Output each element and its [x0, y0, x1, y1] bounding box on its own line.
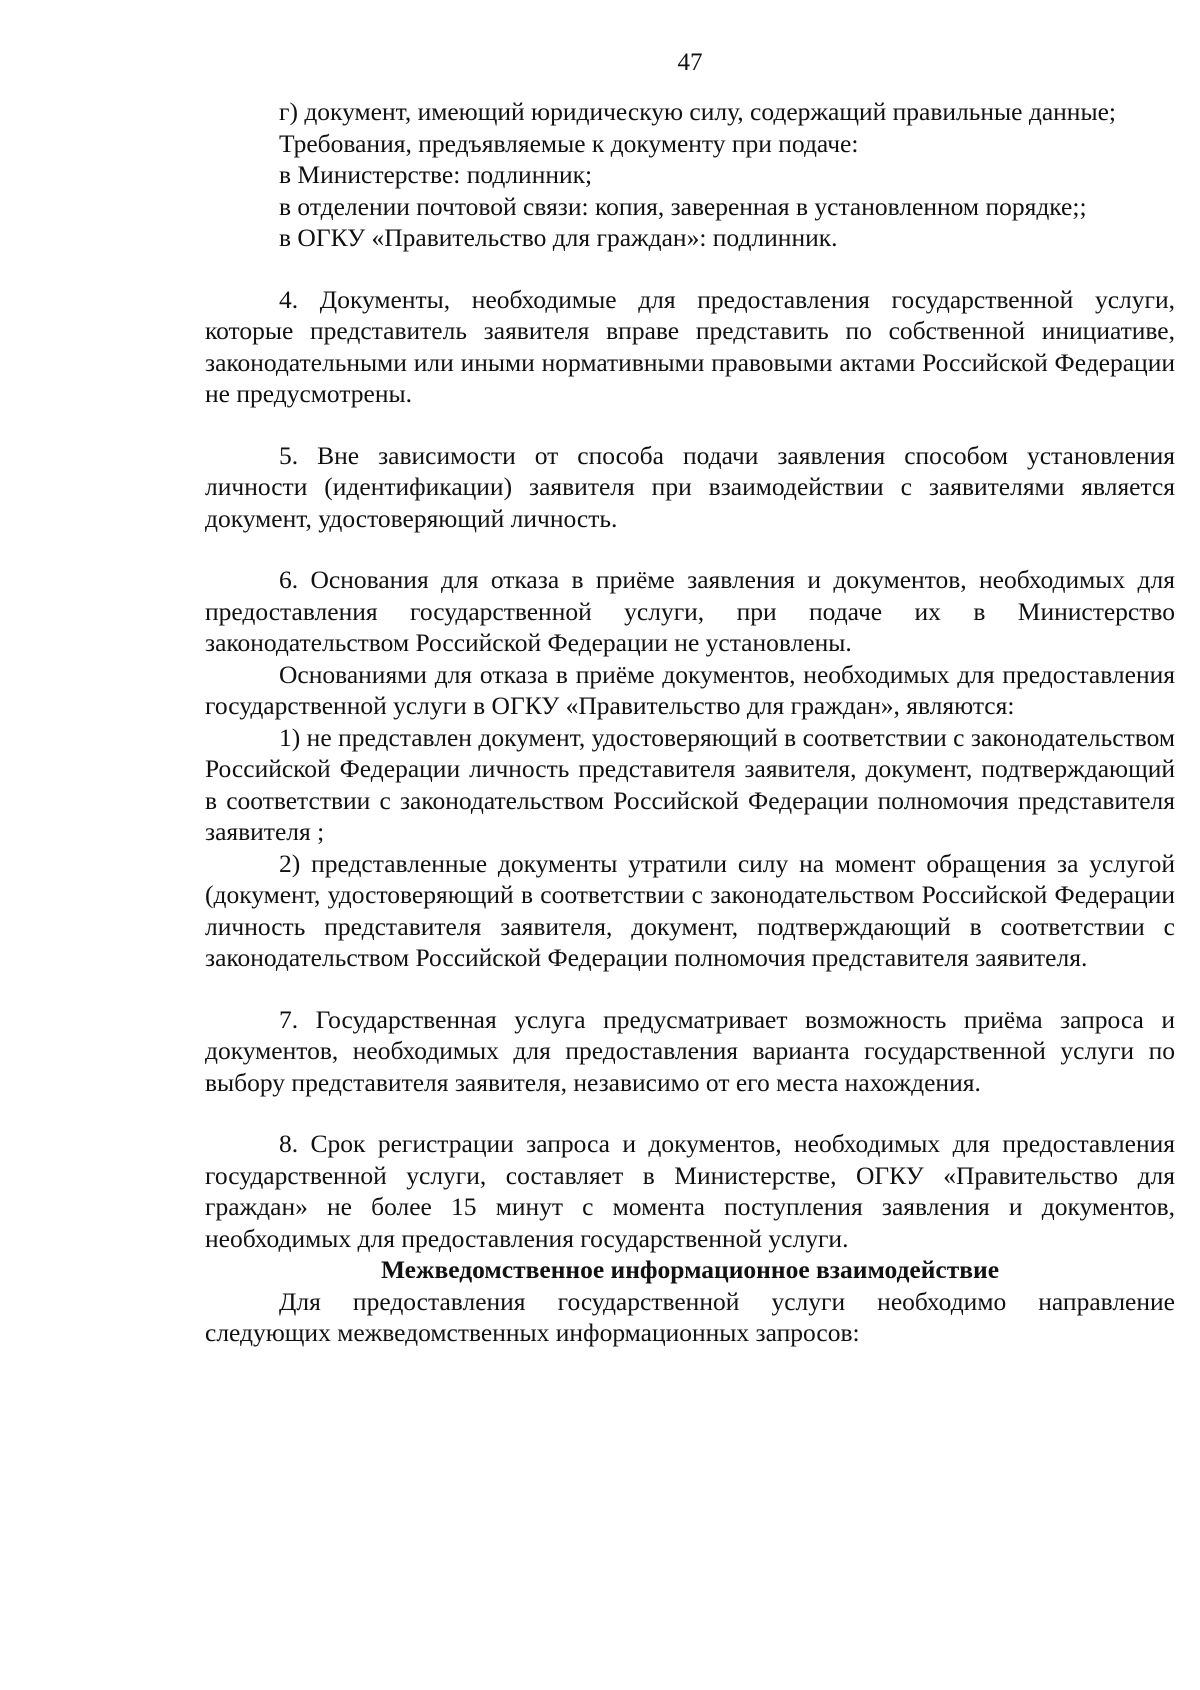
section-4: 4. Документы, необходимые для предоставления государственной услуги, которые представитель заявителя вправе представить по собственной инициативе, законодательными или иными нормативными правовыми актами Российской Федерации не предусмотрены. — [205, 284, 1175, 408]
requirement-ministry: в Министерстве: подлинник; — [279, 160, 593, 189]
section-8: 8. Срок регистрации запроса и документов, необходимых для предоставления государственной услуги, составляет в Министерстве, ОГКУ «Правительство для граждан» не более 15 минут с момента поступления заявления и документов, необходимых для предоставления государственной услуги. — [205, 1129, 1175, 1253]
requirement-post: в отделении почтовой связи: копия, заверенная в установленном порядке;; — [279, 191, 1087, 221]
section-6-ground-1: 1) не представлен документ, удостоверяющий в соответствии с законодательством Российской Федерации личность представителя заявителя, документ, подтверждающий в соответствии с законодательством Российской Федерации полномочия представителя заявителя ; — [205, 722, 1175, 846]
section-7: 7. Государственная услуга предусматривает возможность приёма запроса и документов, необходимых для предоставления варианта государственной услуги по выбору представителя заявителя, независимо от его места нахождения. — [205, 1004, 1175, 1097]
requirements-intro: Требования, предъявляемые к документу при подаче: — [279, 128, 859, 158]
item-g: г) документ, имеющий юридическую силу, содержащий правильные данные; — [279, 97, 1116, 126]
page-number: 47 — [677, 49, 703, 76]
section-6-grounds-intro: Основаниями для отказа в приёме документов, необходимых для предоставления государственной услуги в ОГКУ «Правительство для граждан», являются: — [205, 659, 1175, 720]
interagency-heading: Межведомственное информационное взаимодействие — [380, 1255, 1000, 1284]
section-5: 5. Вне зависимости от способа подачи заявления способом установления личности (идентификации) заявителя при взаимодействии с заявителями является документ, удостоверяющий личность. — [205, 440, 1175, 533]
section-6: 6. Основания для отказа в приёме заявления и документов, необходимых для предоставления государственной услуги, при подаче их в Министерство законодательством Российской Федерации не установлены. — [205, 565, 1175, 657]
section-6-ground-2: 2) представленные документы утратили силу на момент обращения за услугой (документ, удостоверяющий в соответствии с законодательством Российской Федерации личность представителя заявителя, документ, подтверждающий в соответствии с законодательством Российской Федерации полномочия представителя заявителя. — [205, 848, 1175, 972]
document-body — [205, 96, 1175, 1349]
interagency-text: Для предоставления государственной услуги необходимо направление следующих межведомственных информационных запросов: — [205, 1286, 1175, 1347]
requirement-ogku: в ОГКУ «Правительство для граждан»: подлинник. — [279, 223, 838, 252]
